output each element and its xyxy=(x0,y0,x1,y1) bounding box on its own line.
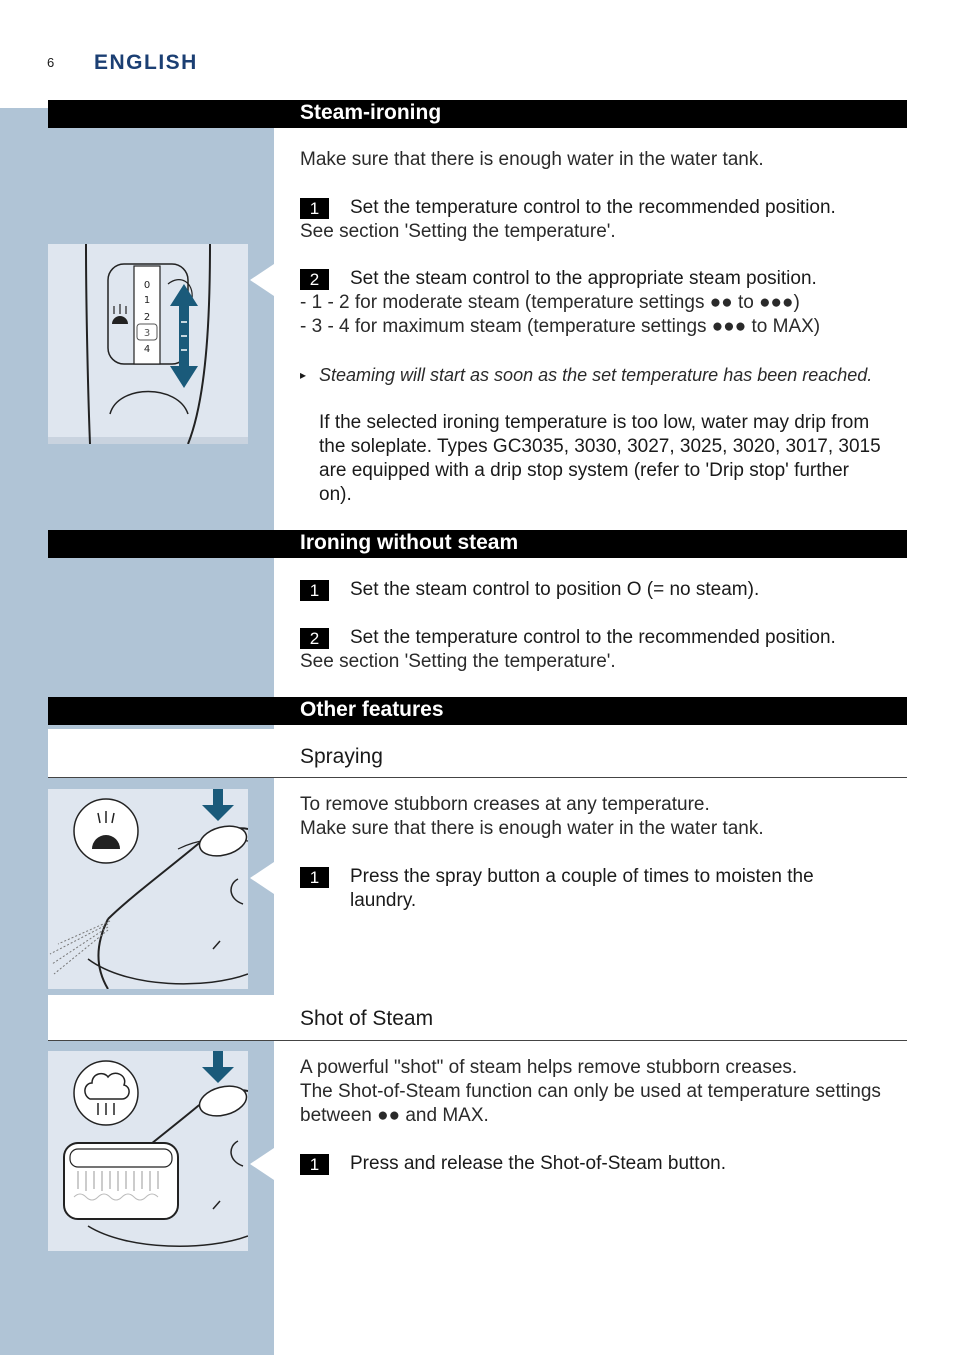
scale-label-3: 3 xyxy=(143,328,151,339)
step-text: Press and release the Shot-of-Steam button. xyxy=(350,1153,726,1174)
drip-note-line: the soleplate. Types GC3035, 3030, 3027, 3025, 3020, 3017, 3015 xyxy=(319,436,881,457)
section-title: Other features xyxy=(300,698,444,721)
step-continuation: See section 'Setting the temperature'. xyxy=(300,651,616,672)
soleplate-closeup-icon xyxy=(64,1143,178,1219)
scale-label-0: 0 xyxy=(143,280,151,291)
section-title: Steam-ironing xyxy=(300,101,442,124)
drip-note-line: on). xyxy=(319,484,352,505)
shot-of-steam-symbol-icon xyxy=(74,1061,138,1125)
page-number: 6 xyxy=(47,55,55,70)
step-text: Set the steam control to the appropriate steam position. xyxy=(350,268,817,289)
steam-symbol-icon xyxy=(112,304,128,324)
step-continuation: laundry. xyxy=(350,890,417,911)
result-text: Steaming will start as soon as the set temperature has been reached. xyxy=(319,365,873,385)
drip-note-line: are equipped with a drip stop system (refer to 'Drip stop' further xyxy=(319,460,849,481)
step-number: 1 xyxy=(300,198,329,219)
shot-text: The Shot-of-Steam function can only be used at temperature settings xyxy=(300,1081,881,1102)
steam-control-illustration xyxy=(48,244,248,444)
figure-pointer xyxy=(250,1148,274,1180)
figure-pointer xyxy=(250,264,274,296)
step-number: 2 xyxy=(300,628,329,649)
step-text: Set the temperature control to the recommended position. xyxy=(350,627,836,648)
steam-moderate-bullet: - 1 - 2 for moderate steam (temperature settings ●● to ●●●) xyxy=(300,292,800,313)
step-number: 1 xyxy=(300,1154,329,1175)
step-text: Set the temperature control to the recommended position. xyxy=(350,197,836,218)
scale-label-1: 1 xyxy=(143,295,151,306)
divider-line xyxy=(48,1040,907,1041)
subheading-panel xyxy=(48,729,274,777)
scale-label-2: 2 xyxy=(143,312,151,323)
result-triangle-icon: ▸ xyxy=(300,368,307,382)
language-heading: ENGLISH xyxy=(94,51,198,74)
steam-maximum-bullet: - 3 - 4 for maximum steam (temperature settings ●●● to MAX) xyxy=(300,316,821,337)
step-text: Set the steam control to position O (= no steam). xyxy=(350,579,760,600)
section-band-steam-ironing xyxy=(48,100,907,128)
step-number: 2 xyxy=(300,269,329,290)
step-number: 1 xyxy=(300,580,329,601)
section-band-ironing-without-steam xyxy=(48,530,907,558)
drip-note-line: If the selected ironing temperature is too low, water may drip from xyxy=(319,412,870,433)
spraying-text: To remove stubborn creases at any temperature. xyxy=(300,794,710,815)
spray-symbol-icon xyxy=(74,799,138,863)
step-continuation: See section 'Setting the temperature'. xyxy=(300,221,616,242)
steam-intro: Make sure that there is enough water in the water tank. xyxy=(300,149,764,170)
divider-line xyxy=(48,777,907,778)
step-text: Press the spray button a couple of times to moisten the xyxy=(350,866,814,887)
step-number: 1 xyxy=(300,867,329,888)
subheading-shot-of-steam: Shot of Steam xyxy=(300,1007,434,1030)
section-title: Ironing without steam xyxy=(300,531,519,554)
spraying-text: Make sure that there is enough water in the water tank. xyxy=(300,818,764,839)
spray-button-illustration xyxy=(48,789,248,989)
scale-label-4: 4 xyxy=(143,344,151,355)
subheading-spraying: Spraying xyxy=(300,745,383,768)
subheading-panel xyxy=(48,995,274,1040)
shot-text: between ●● and MAX. xyxy=(300,1105,489,1126)
shot-of-steam-illustration xyxy=(48,1051,248,1251)
shot-text: A powerful "shot" of steam helps remove stubborn creases. xyxy=(300,1057,798,1078)
section-band-other-features xyxy=(48,697,907,725)
figure-pointer xyxy=(250,862,274,894)
